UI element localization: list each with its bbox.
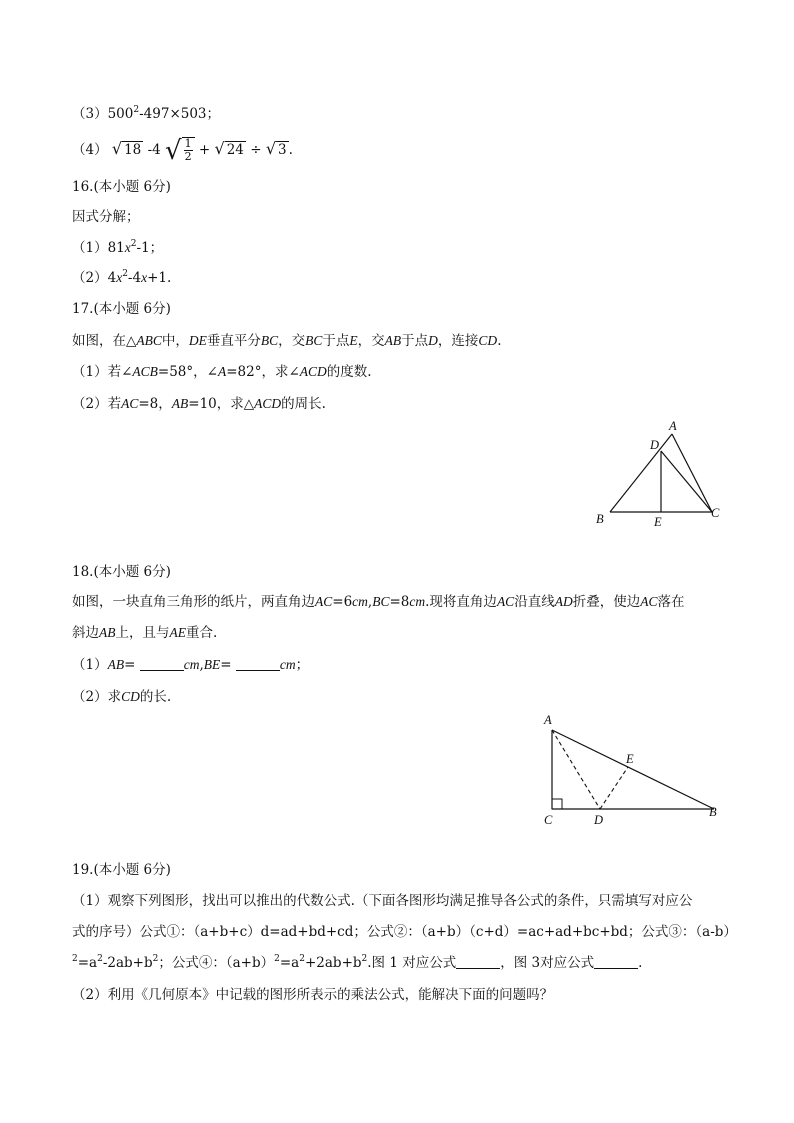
- label-e: E: [626, 752, 634, 766]
- fraction: $\frac{1}{2}$: [184, 137, 192, 163]
- sqrt-symbol: √: [214, 139, 225, 158]
- sqrt-symbol: √: [265, 139, 277, 158]
- q19-heading: 19.(本小题 6分): [72, 862, 171, 878]
- right-angle-mark: [552, 799, 562, 809]
- segment-ba: [610, 434, 672, 512]
- q16-part2: $(2)4x^2-4x+1$.: [72, 269, 172, 286]
- label-d: D: [594, 813, 604, 827]
- label-b: B: [709, 805, 717, 819]
- answer-blank-fig1[interactable]: [456, 955, 500, 969]
- sqrt-symbol: √: [111, 139, 123, 158]
- q19-part1-line3: $^2=a^2-2ab+b^2$；公式④：$(a+b)^2=a^2+2ab+b^2$.图 1 对应公式 ，图 3对应公式 .: [72, 954, 643, 971]
- label-c: C: [711, 506, 720, 520]
- q16-heading: 16.(本小题 6分): [72, 179, 171, 195]
- q16-part1: $(1)81x^2-1$；: [72, 239, 164, 256]
- label-d: D: [650, 438, 660, 452]
- q17-heading: 17.(本小题 6分): [72, 301, 171, 317]
- q19-part1-line1: （1）观察下列图形，找出可以推出的代数公式.（下面各图形均满足推导各公式的条件，只需填写对应公: [72, 893, 693, 909]
- q19-part1-line2: 式的序号）公式①：（a+b+c）d=ad+bd+cd；公式②：（a+b）（c+d）=ac+ad+bc+bd；公式③：（a-b）: [72, 924, 737, 940]
- q17-part1: （1）若∠ACB=58°，∠A=82°，求∠ACD的度数.: [72, 364, 372, 380]
- q19-part2: （2）利用《几何原本》中记载的图形所表示的乘法公式，能解决下面的问题吗？: [72, 987, 554, 1003]
- q18-intro-line2: 斜边AB上，且与AE重合.: [72, 625, 218, 641]
- segment-ab: [552, 730, 714, 809]
- label-e: E: [654, 515, 662, 529]
- segment-ac: [672, 434, 712, 512]
- answer-blank-be[interactable]: [236, 657, 280, 671]
- q17-intro: 如图，在△ABC中，DE垂直平分BC，交BC于点E，交AB于点D，连接CD.: [72, 333, 502, 349]
- sqrt-symbol: √: [165, 136, 182, 166]
- q18-part1: （1）AB= cm,BE= cm；: [72, 657, 310, 673]
- q16-intro: 因式分解；: [72, 209, 140, 225]
- q17-part2: （2）若AC=8，AB=10，求△ACD的周长.: [72, 396, 326, 412]
- q18-part2: （2）求CD的长.: [72, 689, 172, 705]
- segment-de-dashed: [600, 767, 628, 809]
- label-a: A: [544, 713, 552, 727]
- q15-part4: （4） √ 18 -4 √ $\frac{1}{2}$ + √ 24 ÷ √ 3 .: [72, 136, 293, 166]
- q18-intro-line1: 如图，一块直角三角形的纸片，两直角边AC=6cm,BC=8cm.现将直角边AC沿直线AD折叠，使边AC落在: [72, 594, 685, 610]
- q15-part3: $(3)500^2-497\times 503$；: [72, 105, 221, 122]
- segment-dc: [661, 451, 712, 512]
- label-a: A: [669, 419, 677, 433]
- answer-blank-fig3[interactable]: [594, 955, 638, 969]
- label-b: B: [596, 512, 604, 526]
- q18-heading: 18.(本小题 6分): [72, 564, 171, 580]
- label-c: C: [544, 813, 553, 827]
- answer-blank-ab[interactable]: [140, 657, 184, 671]
- q17-triangle-figure: [588, 414, 728, 536]
- q18-folded-triangle-figure: [538, 708, 728, 830]
